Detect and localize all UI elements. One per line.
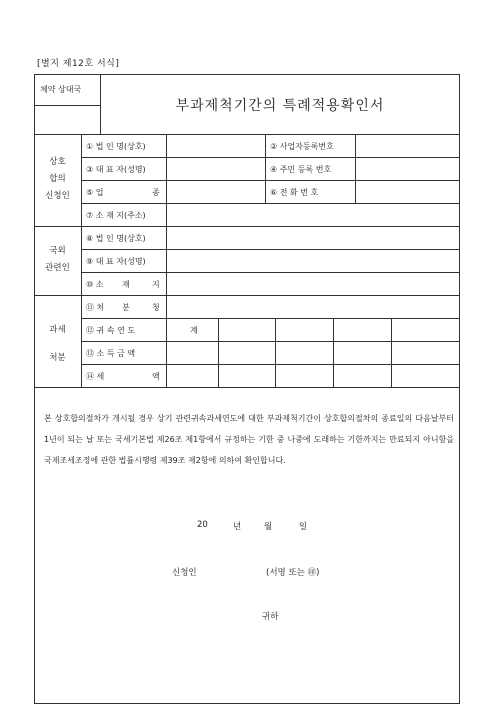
divider (81, 341, 460, 342)
confirmation-statement: 본 상호합의절차가 개시될 경우 상기 관련귀속과세연도에 대한 부과제척기간이 상호합의절차의 종료일의 다음날부터 1년이 되는 날 또는 국세기본법 제26조 제1항에서 규정하는 기한 중 나중에 도래하는 기한까지는 만료되지 아니함을 국제조세조정에 관한 법률시행령 제39조 제2항에 의하여 확인합니다. (44, 414, 454, 465)
field-label-tax-office-end: 청 (152, 303, 160, 312)
signature-note: (서명 또는 ㊞) (266, 568, 320, 578)
field-label-representative: ③ 대 표 자(성명) (86, 165, 146, 174)
divider (166, 295, 167, 387)
field-label-tax-office: ⑪ 처 (86, 303, 105, 312)
date-year: 년 (233, 522, 242, 532)
group-label: 신청인 (45, 191, 70, 201)
divider (81, 318, 460, 319)
form-code: [별지 제12호 서식] (37, 59, 120, 69)
date-month: 월 (264, 522, 273, 532)
addressee: 귀하 (262, 612, 279, 622)
divider (166, 134, 167, 203)
group-label: 합의 (49, 174, 66, 184)
group-label: 상호 (49, 157, 66, 167)
field-label-company: ① 법 인 명(상호) (86, 142, 146, 151)
divider (81, 364, 460, 365)
group-label: 관련인 (45, 263, 70, 273)
field-label-resident-number: ④ 주민 등록 번호 (270, 165, 332, 174)
field-label-foreign-representative: ⑨ 대 표 자(성명) (86, 257, 146, 266)
divider (355, 134, 356, 203)
field-label-income: ⑬ 소 득 금 액 (86, 349, 136, 358)
applicant-label: 신청인 (172, 568, 197, 578)
divider (81, 180, 460, 181)
date-year-prefix: 20 (197, 520, 208, 530)
field-label-tax-amount: ⑭ 세 (86, 372, 105, 381)
field-label-location: ⑩ 소 (86, 280, 104, 289)
field-label-business-type: ⑤ 업 (86, 188, 104, 197)
divider (81, 203, 460, 204)
divider (34, 105, 100, 106)
divider (81, 272, 460, 273)
field-label-tax-office-mid: 분 (122, 303, 130, 312)
field-label-phone: ⑥ 전 화 번 호 (270, 188, 319, 197)
group-label: 처분 (49, 353, 66, 363)
divider (81, 157, 460, 158)
field-label-business-number: ② 사업자등록번호 (270, 142, 334, 151)
date-day: 일 (299, 522, 308, 532)
divider (81, 134, 82, 387)
divider (34, 134, 460, 135)
treaty-country-label: 체약 상대국 (40, 85, 82, 94)
divider (34, 226, 460, 227)
divider (333, 318, 334, 387)
field-label-business-type-suffix: 종 (152, 188, 160, 197)
divider (166, 203, 167, 295)
field-label-location-mid: 재 (122, 280, 130, 289)
divider (34, 387, 460, 388)
group-taxation (34, 316, 81, 372)
divider (275, 318, 276, 387)
field-label-location-end: 지 (152, 280, 160, 289)
group-applicant (34, 154, 81, 205)
field-label-tax-amount-end: 액 (152, 372, 160, 381)
field-label-tax-year: ⑫ 귀 속 연 도 (86, 326, 136, 335)
field-label-foreign-company: ⑧ 법 인 명(상호) (86, 234, 146, 243)
divider (81, 249, 460, 250)
group-label: 과세 (49, 325, 66, 335)
group-label: 국외 (49, 246, 66, 256)
divider (391, 318, 392, 387)
divider (218, 318, 219, 387)
group-domestic (34, 243, 81, 277)
form-title: 부과제척기간의 특례적용확인서 (175, 98, 385, 114)
divider (34, 295, 460, 296)
divider (265, 134, 266, 203)
field-label-address: ⑦ 소 재 지(주소) (86, 211, 146, 220)
total-label: 계 (190, 326, 198, 335)
